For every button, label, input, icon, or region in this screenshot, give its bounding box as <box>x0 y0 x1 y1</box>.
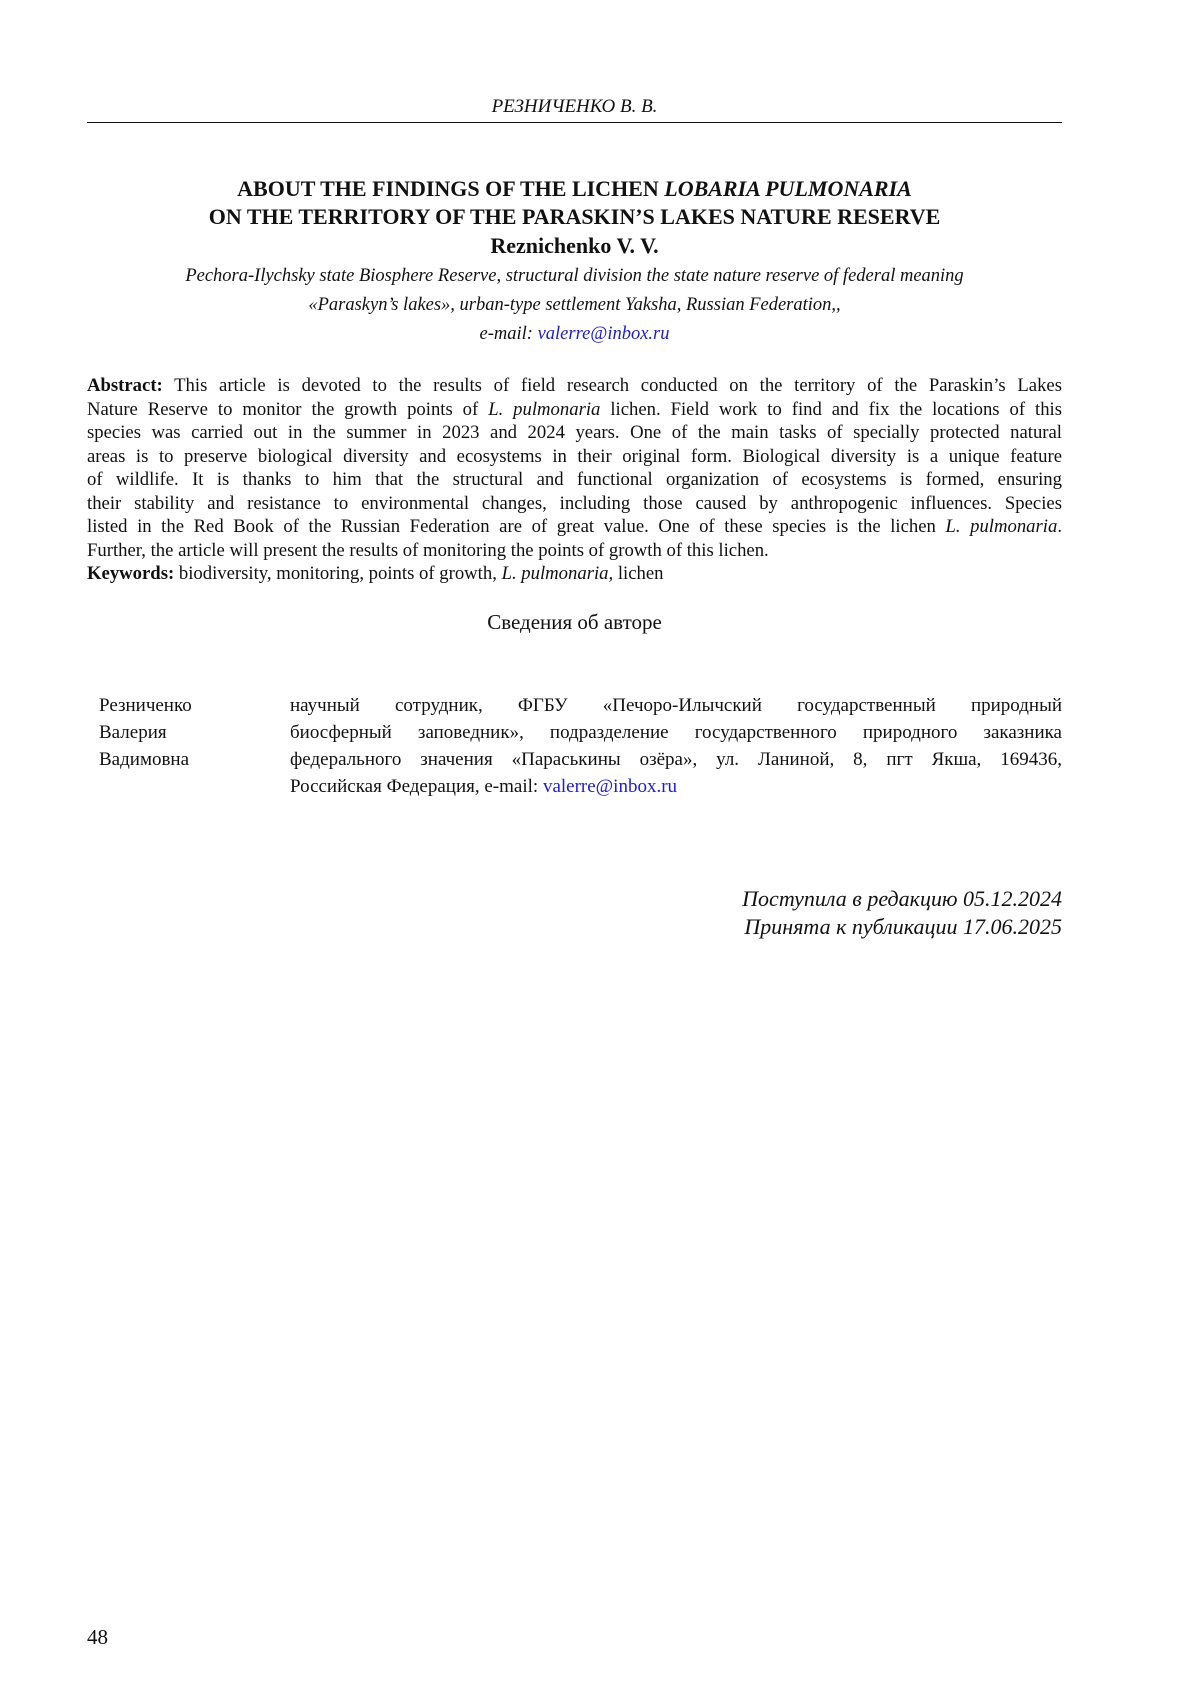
author-name-line: Вадимовна <box>99 749 190 770</box>
abstract-text: areas is to preserve biological diversity and ecosystems in their original form. Biological diversity is a unique feature <box>87 445 1062 467</box>
author-name-line: Резниченко <box>99 695 192 716</box>
abstract-text: listed in the Red Book of the Russian Federation are of great value. One of these species is the lichen <box>87 516 946 537</box>
abstract-text: lichen <box>613 563 664 584</box>
abstract-line <box>87 398 1062 422</box>
email-link[interactable]: valerre@inbox.ru <box>537 324 670 344</box>
received-date: Поступила в редакцию 05.12.2024 <box>742 886 1062 911</box>
abstract-line <box>87 445 1062 469</box>
title-text: ABOUT THE FINDINGS OF THE LICHEN <box>237 176 665 201</box>
abstract-text: Nature Reserve to monitor the growth points of <box>87 398 489 420</box>
page-number: 48 <box>87 1625 108 1649</box>
affiliation-line-2: «Paraskyn’s lakes», urban-type settlement Yaksha, Russian Federation,, <box>308 295 841 315</box>
abstract-text: of wildlife. It is thanks to him that the structural and functional organization of ecosystems is formed, ensuring <box>87 469 1062 490</box>
abstract-line <box>87 492 1062 516</box>
species-name: L. pulmonaria <box>488 398 601 420</box>
abstract-line <box>87 374 1062 398</box>
abstract-text: . <box>1057 516 1063 537</box>
accepted-date: Принята к публикации 17.06.2025 <box>744 914 1062 939</box>
abstract-text: lichen. Field work to find and fix the locations of this <box>600 398 1062 420</box>
abstract-label: Keywords: <box>87 563 175 584</box>
title-line-1 <box>87 176 1062 202</box>
author-name-line: Валерия <box>99 722 167 743</box>
email-label: e-mail: <box>479 324 538 344</box>
title-line-2: ON THE TERRITORY OF THE PARASKIN’S LAKES NATURE RESERVE <box>208 204 941 229</box>
affiliation-line-1: Pechora-Ilychsky state Biosphere Reserve, structural division the state nature reserve of federal meaning <box>185 266 964 286</box>
affiliation-email-line <box>87 324 1062 345</box>
author-info-line <box>290 773 1062 800</box>
abstract-text: species was carried out in the summer in 2023 and 2024 years. One of the main tasks of specially protected natural <box>87 422 1062 443</box>
section-heading: Сведения об авторе <box>487 610 662 634</box>
author-name <box>99 692 192 773</box>
species-name: L. pulmonaria <box>945 516 1058 537</box>
author-info-text: Российская Федерация, e-mail: <box>290 776 543 797</box>
abstract-text: Further, the article will present the results of monitoring the points of growth of this lichen. <box>87 539 769 561</box>
title-species: LOBARIA PULMONARIA <box>664 176 912 201</box>
abstract-text: biodiversity, monitoring, points of growth, <box>174 563 502 584</box>
species-name: L. pulmonaria, <box>501 563 614 584</box>
author-email-link[interactable]: valerre@inbox.ru <box>542 776 678 797</box>
abstract-line <box>87 515 1062 539</box>
author-info <box>290 692 1062 800</box>
author-byline: Reznichenko V. V. <box>490 233 659 258</box>
abstract-label: Abstract: <box>87 375 163 396</box>
abstract-line <box>87 421 1062 445</box>
abstract <box>87 374 1062 586</box>
author-info-line: биосферный заповедник», подразделение государственного природного заказника <box>290 722 1062 743</box>
abstract-text: their stability and resistance to environmental changes, including those caused by anthropogenic influences. Species <box>87 492 1062 514</box>
abstract-line <box>87 468 1062 492</box>
author-info-line: научный сотрудник, ФГБУ «Печоро-Илычский государственный природный <box>290 695 1062 716</box>
keywords-line <box>87 562 1062 586</box>
author-info-line: федерального значения «Параськины озёра», ул. Ланиной, 8, пгт Якша, 169436, <box>290 749 1062 770</box>
header-rule <box>87 122 1062 123</box>
abstract-line <box>87 539 1062 563</box>
running-head: РЕЗНИЧЕНКО В. В. <box>491 96 658 117</box>
abstract-text: This article is devoted to the results of field research conducted on the territory of the Paraskin’s Lakes <box>162 375 1062 396</box>
